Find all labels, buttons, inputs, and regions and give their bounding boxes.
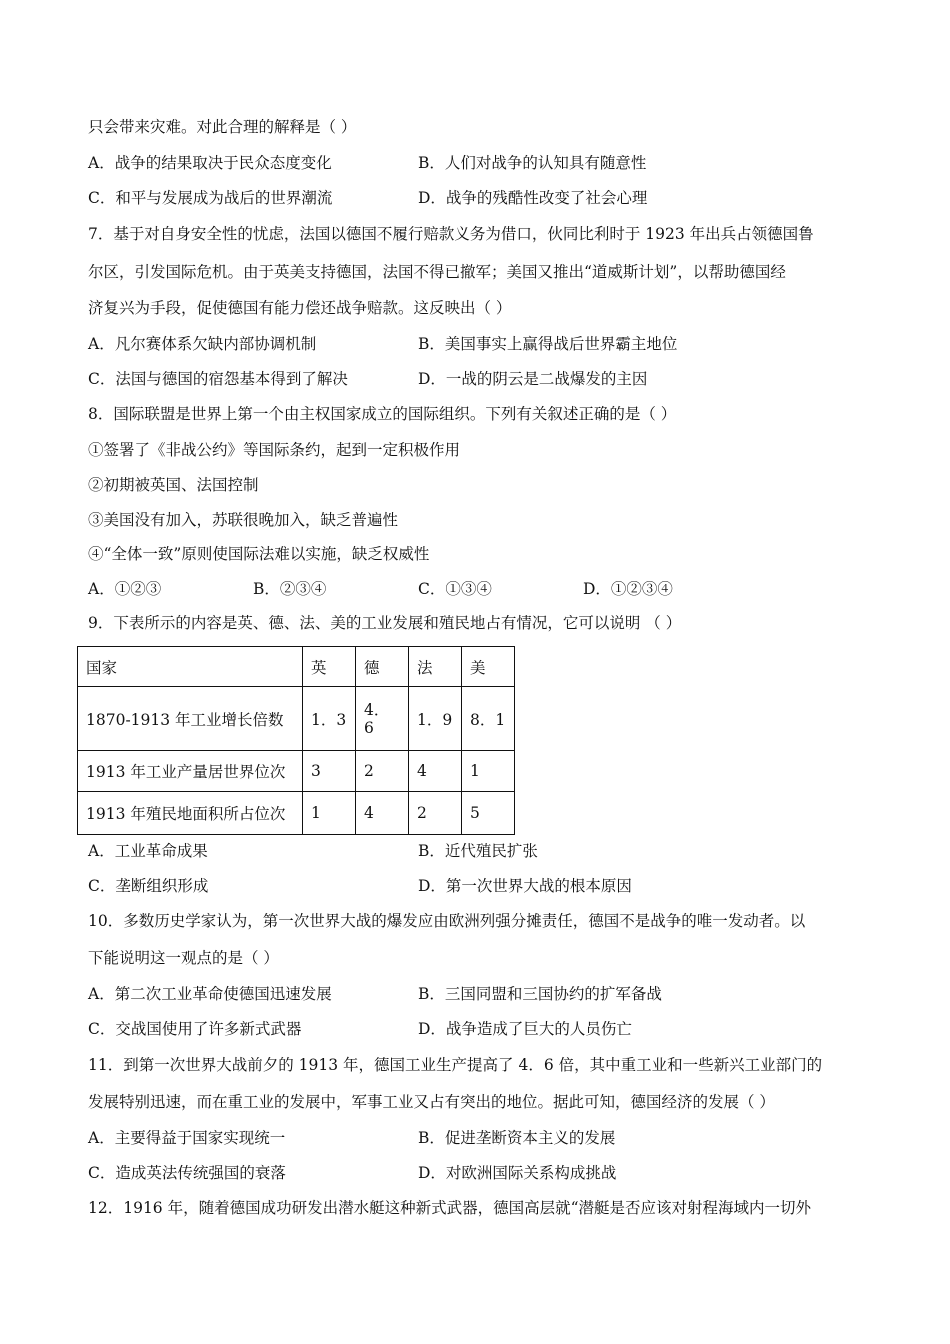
question-12-line-1: 12．1916 年，随着德国成功研发出潜水艇这种新式武器，德国高层就“潜艇是否应该对射程海域内一切外 <box>88 1199 812 1217</box>
table-header-cell: 英 <box>303 647 356 687</box>
q8-item-2: ②初期被英国、法国控制 <box>88 476 259 494</box>
q11-option-c: C．造成英法传统强国的衰落 <box>88 1164 286 1182</box>
table-cell-text: 4．6 <box>364 700 390 737</box>
q7-option-a: A．凡尔赛体系欠缺内部协调机制 <box>88 335 317 353</box>
question-6-stem-end: 只会带来灾难。对此合理的解释是（ ） <box>88 118 357 136</box>
q10-option-a: A．第二次工业革命使德国迅速发展 <box>88 985 332 1003</box>
table-cell <box>356 687 409 751</box>
table-row <box>78 751 515 792</box>
table-cell: 2 <box>409 792 462 835</box>
table-cell: 3 <box>303 751 356 792</box>
table-cell: 1 <box>303 792 356 835</box>
q9-option-c: C．垄断组织形成 <box>88 877 209 895</box>
question-8-stem: 8．国际联盟是世界上第一个由主权国家成立的国际组织。下列有关叙述正确的是（ ） <box>88 405 677 423</box>
q7-option-c: C．法国与德国的宿怨基本得到了解决 <box>88 370 348 388</box>
q11-option-b: B．促进垄断资本主义的发展 <box>418 1129 616 1147</box>
table-header-cell: 法 <box>409 647 462 687</box>
table-cell: 4 <box>409 751 462 792</box>
question-7-line-3: 济复兴为手段，促使德国有能力偿还战争赔款。这反映出（ ） <box>88 299 512 317</box>
q8-item-4: ④“全体一致”原则使国际法难以实施，缺乏权威性 <box>88 545 430 563</box>
q6-option-d: D．战争的残酷性改变了社会心理 <box>418 189 648 207</box>
table-header-cell: 国家 <box>78 647 303 687</box>
q8-option-b: B．②③④ <box>253 580 327 598</box>
q8-option-c: C．①③④ <box>418 580 492 598</box>
industry-colony-table <box>77 646 515 835</box>
table-header-cell: 德 <box>356 647 409 687</box>
question-10-line-2: 下能说明这一观点的是（ ） <box>88 949 279 967</box>
table-cell: 5 <box>462 792 515 835</box>
table-row <box>78 792 515 835</box>
q7-option-d: D．一战的阴云是二战爆发的主因 <box>418 370 648 388</box>
table-cell: 8．1 <box>462 687 515 751</box>
q11-option-d: D．对欧洲国际关系构成挑战 <box>418 1164 617 1182</box>
q10-option-d: D．战争造成了巨大的人员伤亡 <box>418 1020 632 1038</box>
q6-option-a: A．战争的结果取决于民众态度变化 <box>88 154 332 172</box>
question-10-line-1: 10．多数历史学家认为，第一次世界大战的爆发应由欧洲列强分摊责任，德国不是战争的唯一发动者。以 <box>88 912 806 930</box>
q9-option-b: B．近代殖民扩张 <box>418 842 538 860</box>
q11-option-a: A．主要得益于国家实现统一 <box>88 1129 286 1147</box>
table-row <box>78 687 515 751</box>
table-header-row <box>78 647 515 687</box>
q8-option-d: D．①②③④ <box>583 580 673 598</box>
table-cell: 4 <box>356 792 409 835</box>
table-cell: 1 <box>462 751 515 792</box>
question-7-line-2: 尔区，引发国际危机。由于英美支持德国，法国不得已撤军；美国又推出“道威斯计划”，以帮助德国经 <box>88 263 786 281</box>
table-cell: 1．3 <box>303 687 356 751</box>
question-9-stem: 9．下表所示的内容是英、德、法、美的工业发展和殖民地占有情况，它可以说明 （ ） <box>88 614 682 632</box>
table-cell: 1870-1913 年工业增长倍数 <box>78 687 303 751</box>
q9-option-d: D．第一次世界大战的根本原因 <box>418 877 632 895</box>
table-cell: 1913 年殖民地面积所占位次 <box>78 792 303 835</box>
table-header-cell: 美 <box>462 647 515 687</box>
q6-option-b: B．人们对战争的认知具有随意性 <box>418 154 647 172</box>
q7-option-b: B．美国事实上赢得战后世界霸主地位 <box>418 335 678 353</box>
q6-option-c: C．和平与发展成为战后的世界潮流 <box>88 189 333 207</box>
table-cell: 1．9 <box>409 687 462 751</box>
question-11-line-2: 发展特别迅速，而在重工业的发展中，军事工业又占有突出的地位。据此可知，德国经济的发展（ ） <box>88 1093 775 1111</box>
table-cell: 1913 年工业产量居世界位次 <box>78 751 303 792</box>
q8-item-3: ③美国没有加入，苏联很晚加入，缺乏普遍性 <box>88 511 399 529</box>
q8-option-a: A．①②③ <box>88 580 162 598</box>
q9-option-a: A．工业革命成果 <box>88 842 208 860</box>
q8-item-1: ①签署了《非战公约》等国际条约，起到一定积极作用 <box>88 441 461 459</box>
q10-option-c: C．交战国使用了许多新式武器 <box>88 1020 302 1038</box>
question-7-line-1: 7．基于对自身安全性的忧虑，法国以德国不履行赔款义务为借口，伙同比利时于 1923 年出兵占领德国鲁 <box>88 225 814 243</box>
question-11-line-1: 11．到第一次世界大战前夕的 1913 年，德国工业生产提高了 4．6 倍，其中重工业和一些新兴工业部门的 <box>88 1056 823 1074</box>
table-cell: 2 <box>356 751 409 792</box>
q10-option-b: B．三国同盟和三国协约的扩军备战 <box>418 985 662 1003</box>
